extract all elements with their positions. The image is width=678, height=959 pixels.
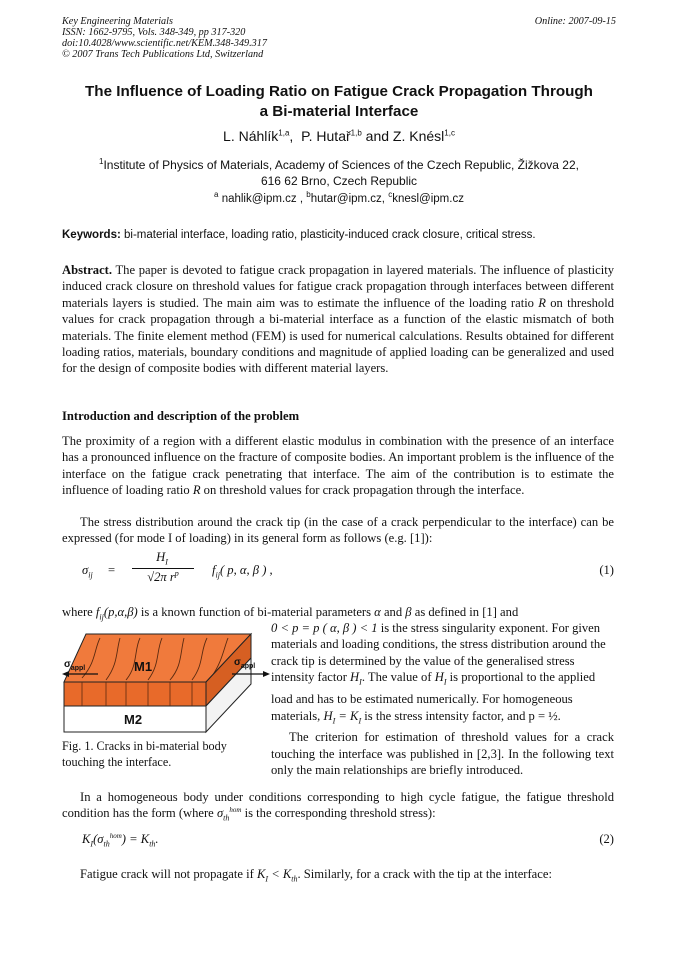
abstract-R: R (538, 295, 546, 310)
sigma-appl-left (64, 659, 85, 672)
figure-1-caption: Fig. 1. Cracks in bi-material body touching the interface. (62, 739, 227, 769)
eq2-K: K (82, 832, 91, 846)
where-text-7: is the stress intensity factor, and p = ½. (364, 708, 561, 723)
doi-line: doi:10.4028/www.scientific.net/KEM.348-349.317 (62, 38, 267, 49)
affiliation-line-2: 616 62 Brno, Czech Republic (260, 174, 418, 188)
where-eq-H: H (323, 708, 333, 723)
author-and: and (365, 128, 390, 144)
eq2-K-sub: I (90, 839, 94, 849)
where-text-5: . The value of (361, 670, 432, 685)
homogeneous-paragraph (62, 789, 614, 827)
where-HI: H (350, 670, 360, 685)
author-2-sup: 1,b (350, 128, 362, 138)
keywords-text: bi-material interface, loading ratio, plasticity-induced crack closure, critical stress. (124, 229, 536, 241)
where-text-2: is a known function of bi-material parameters (140, 605, 372, 619)
where-and: and (383, 605, 403, 619)
author-1: L. Náhlík (223, 128, 279, 144)
where-beta: β (405, 605, 412, 619)
last-text-1: Fatigue crack will not propagate if (80, 867, 254, 881)
affiliation-line-1: Institute of Physics of Materials, Academy of Sciences of the Czech Republic, Žižkova 22, (103, 158, 579, 172)
copyright-line: © 2007 Trans Tech Publications Ltd, Switzerland (62, 49, 264, 60)
last-Kth: th (291, 874, 298, 884)
abstract-label: Abstract. (62, 263, 113, 277)
eq1-sigma: σ (82, 563, 89, 577)
section-heading: Introduction and description of the problem (62, 409, 300, 423)
journal-header (62, 16, 267, 60)
where-H1-sub: I (443, 677, 447, 687)
eq1-equals: = (108, 563, 116, 577)
keywords-label: Keywords: (62, 229, 121, 241)
last-text-2: . Similarly, for a crack with the tip at the interface: (297, 867, 552, 881)
wrapped-text (271, 620, 614, 779)
eq1-num: H (156, 550, 166, 564)
affiliation-sup: 1 (98, 157, 104, 166)
last-K-sub: I (265, 874, 269, 884)
author-list: L. Náhlík$^{1,a}$, P. Hutař$^{1,b}$ and Z. Knésl$^{1,c}$ (223, 128, 455, 144)
eq1-number: (1) (599, 563, 614, 577)
eq1-f: f (212, 563, 216, 577)
m1-front-face (64, 682, 206, 706)
where-eq-K-sub: I (358, 716, 362, 726)
email-b-sup: b (306, 190, 311, 200)
intro-text-1: The proximity of a region with a different elastic modulus in combination with the presence of an interface has a pronounced influence on the fracture of composite bodies. An important problem is the influence of the interface on the fatigue crack penetrating that interface. The aim of the contribution is to estimate the influence of loading ratio (62, 434, 614, 498)
eq2-number: (2) (599, 832, 614, 846)
eq2-sigma: σ (97, 832, 104, 846)
where-text-3: as defined in [1] and (414, 605, 519, 619)
last-lt: < K (268, 867, 292, 881)
where-text-4: is the stress singularity exponent. For given materials and loading conditions, the stress distribution around the crack tip is determined by the value of the generalised stress intensity factor (271, 621, 606, 685)
sigma-left-symbol: σ (64, 659, 71, 670)
abstract-text-1: The paper is devoted to fatigue crack propagation in layered materials. The influence of plasticity induced crack closure on threshold values for fatigue crack propagation through interfaces between different materials layers is studied. The main aim was to estimate the influence of the loading ratio (62, 263, 614, 310)
homog-text-2: is the corresponding threshold stress): (244, 806, 436, 821)
where-f: f (95, 605, 100, 619)
intro-paragraph-1 (62, 433, 614, 499)
m2-label: M2 (124, 712, 143, 727)
sigma-appl-right (234, 657, 255, 670)
where-f-sub: ij (99, 612, 104, 622)
eq2-rhs-sub: th (149, 839, 156, 849)
right-arrow-head (263, 671, 270, 677)
sigma-right-sub: appl (240, 663, 256, 670)
last-K: K (256, 867, 266, 881)
where-HI-sub: I (359, 677, 362, 687)
eq2-tail: . (155, 832, 159, 846)
equation-1 (62, 550, 614, 590)
bimaterial-diagram (62, 632, 270, 737)
eq2-rhs: = K (129, 832, 150, 846)
affiliation (62, 157, 616, 189)
homog-sigma-sup: hom (229, 806, 242, 815)
intro-text-2: on threshold values for crack propagation through the interface. (203, 483, 525, 498)
homog-sigma: σ (216, 806, 224, 821)
issn-line: ISSN: 1662-9795, Vols. 348-349, pp 317-320 (62, 27, 246, 38)
eq1-f-sub: ij (215, 570, 220, 580)
eq2-sigma-sub: th (103, 839, 110, 849)
journal-name: Key Engineering Materials (62, 16, 173, 27)
intro-R: R (192, 483, 201, 498)
sigma-right-symbol: σ (234, 657, 241, 668)
homog-text-1: In a homogeneous body under conditions corresponding to high cycle fatigue, the fatigue threshold condition has the form (where (62, 790, 614, 821)
author-1-sup: 1,a (278, 128, 290, 138)
homog-sigma-sub: th (223, 813, 230, 823)
eq1-den: √2π r (147, 570, 175, 584)
where-eq-H-sub: I (332, 716, 336, 726)
last-paragraph (62, 866, 614, 888)
eq1-args: ( p, α, β ) , (219, 563, 273, 577)
sigma-left-sub: appl (70, 665, 86, 672)
equation-2: $K_I(\sigma_{th}^{hom}) = K_{th}$. (2) (82, 831, 614, 849)
where-text-6: is proportional to the applied load and has to be estimated numerically. For homogeneous materials, (271, 670, 596, 723)
where-range: 0 < p = p ( α, β ) < 1 (271, 621, 378, 635)
intro-paragraph-2: The stress distribution around the crack tip (in the case of a crack perpendicular to the interface) can be expressed (for mode I of loading) in its general form as follows (e.g. [1]): (62, 515, 614, 546)
paper-title (62, 82, 616, 122)
eq1-den-sup: p (174, 568, 179, 578)
online-date: Online: 2007-09-15 (534, 16, 616, 27)
where-H1: H (434, 670, 444, 685)
email-c-sup: c (388, 190, 393, 200)
where-alpha: α (374, 605, 381, 619)
author-2: P. Hutař (301, 128, 351, 144)
email-list (62, 190, 616, 205)
author-3-sup: 1,c (444, 128, 455, 138)
eq1-num-sub: I (165, 557, 168, 567)
m1-label: M1 (134, 659, 153, 674)
email-a[interactable]: nahlik@ipm.cz , (221, 193, 304, 205)
where-eq-mid: = K (335, 708, 359, 723)
title-line-2: a Bi-material Interface (259, 103, 419, 120)
eq1-sigma-sub: ij (88, 570, 93, 580)
keywords (62, 229, 616, 241)
figure-1 (62, 632, 270, 737)
eq2-sigma-sup: hom (109, 831, 122, 840)
eq1-fraction-bar (132, 568, 194, 569)
criterion-paragraph: The criterion for estimation of threshold values for a crack touching the interface was published in [2,3]. In the following text only the main relationships are briefly introduced. (271, 730, 614, 778)
where-f-args: (p,α,β) (103, 605, 138, 619)
author-3: Z. Knésl (392, 128, 445, 144)
abstract-text-2: on threshold values for crack propagation through a bi-material interface as a function of the elastic mismatch of both materials. The finite element method (FEM) is used for numerical calculations. Results obtained for different loading ratios, materials, boundary conditions and magnitude of applied loading can be generalized and used for the design of composite bodies with different material layers. (62, 295, 614, 376)
where-text-1: where (62, 605, 93, 619)
email-c[interactable]: knesl@ipm.cz (392, 193, 464, 205)
abstract (62, 262, 614, 377)
email-b[interactable]: hutar@ipm.cz, (310, 193, 385, 205)
title-line-1: The Influence of Loading Ratio on Fatigue Crack Propagation Through (85, 83, 593, 100)
email-a-sup: a (214, 190, 219, 200)
